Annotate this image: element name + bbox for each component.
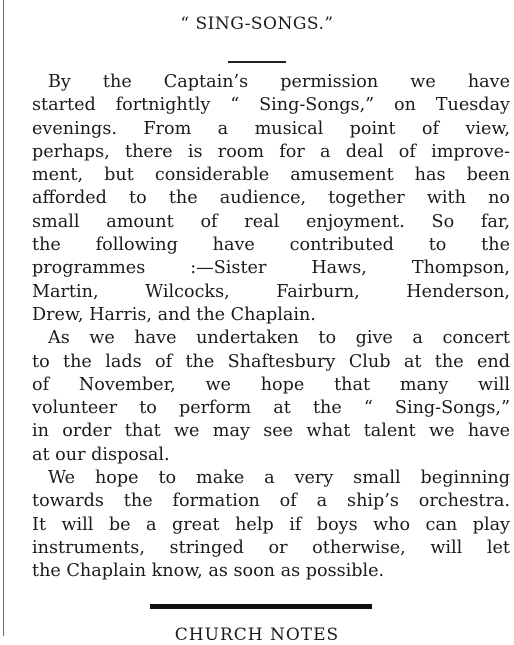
text-line: ment, but considerable amusement has been: [32, 165, 510, 186]
text-line: By the Captain’s permission we have: [48, 72, 510, 92]
text-line: the Chaplain know, as soon as possible.: [32, 561, 385, 582]
paragraph-3: [32, 467, 510, 583]
text-line: at our disposal.: [32, 444, 170, 465]
text-line: instruments, stringed or otherwise, will let: [32, 537, 510, 558]
text-line: programmes :—Sister Haws, Thompson,: [32, 258, 510, 279]
text-line: small amount of real enjoyment. So far,: [32, 211, 510, 232]
text-line: Drew, Harris, and the Chaplain.: [32, 304, 316, 325]
text-line: started fortnightly “ Sing-Songs,” on Tuesday: [32, 95, 510, 116]
article-title: “ SING-SONGS.”: [180, 14, 334, 34]
text-line: of November, we hope that many will: [32, 374, 510, 395]
section-divider: [150, 604, 372, 609]
text-line: As we have undertaken to give a concert: [48, 328, 510, 349]
text-line: evenings. From a musical point of view,: [32, 118, 510, 139]
column-rule: [3, 0, 4, 636]
text-line: afforded to the audience, together with no: [32, 188, 510, 209]
text-line: It will be a great help if boys who can play: [32, 514, 510, 535]
text-line: towards the formation of a ship’s orchestra.: [32, 491, 510, 512]
text-line: volunteer to perform at the “ Sing-Songs,”: [32, 398, 510, 419]
text-line: Martin, Wilcocks, Fairburn, Henderson,: [32, 281, 510, 302]
text-line: in order that we may see what talent we have: [32, 421, 510, 442]
next-section-title: CHURCH NOTES: [174, 625, 340, 645]
article-body: [32, 63, 510, 584]
paragraph-2: [32, 327, 510, 467]
text-line: to the lads of the Shaftesbury Club at the end: [32, 351, 510, 372]
text-line: perhaps, there is room for a deal of improve-: [32, 141, 510, 162]
text-line: the following have contributed to the: [32, 235, 510, 256]
text-line: We hope to make a very small beginning: [48, 468, 510, 489]
paragraph-1: [32, 71, 510, 327]
